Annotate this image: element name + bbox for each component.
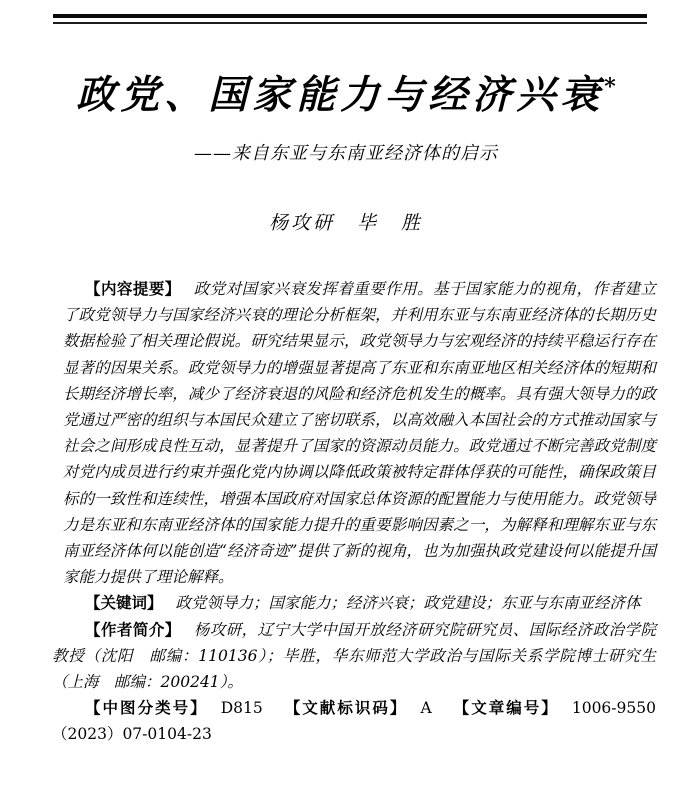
abstract-label: 【内容提要】 <box>85 280 181 298</box>
article-subtitle: ——来自东亚与东南亚经济体的启示 <box>194 143 498 164</box>
doc-code-label: 【文献标识码】 <box>282 699 408 718</box>
abstract-section <box>63 276 656 590</box>
title-row <box>0 64 692 120</box>
front-matter <box>0 276 692 748</box>
abstract-text: 政党对国家兴衰发挥着重要作用。基于国家能力的视角，作者建立了政党领导力与国家经济兴衰的理论分析框架，并利用东亚与东南亚经济体的长期历史数据检验了相关理论假说。研究结果显示，政党领导力与宏观经济的持续平稳运行存在显著的因果关系。政党领导力的增强显著提高了东亚和东南亚地区相关经济体的短期和长期经济增长率，减少了经济衰退的风险和经济危机发生的概率。具有强大领导力的政党通过严密的组织与本国民众建立了密切联系，以高效融入本国社会的方式推动国家与社会之间形成良性互动，显著提升了国家的资源动员能力。政党通过不断完善政党制度对党内成员进行约束并强化党内协调以降低政策被特定群体俘获的可能性，确保政策目标的一致性和连续性，增强本国政府对国家总体资源的配置能力与使用能力。政党领导力是东亚和东南亚经济体的国家能力提升的重要影响因素之一，为解释和理解东亚与东南亚经济体何以能创造“经济奇迹”提供了新的视角，也为加强执政党建设何以能提升国家能力提供了理论解释。 <box>63 280 656 587</box>
author-bio-text: 杨攻研，辽宁大学中国开放经济研究院研究员、国际经济政治学院教授（沈阳 邮编：110136）；毕胜，华东师范大学政治与国际关系学院博士研究生（上海 邮编：200241）。 <box>52 620 656 692</box>
article-no-label: 【文章编号】 <box>451 699 559 718</box>
classification-section <box>52 695 656 747</box>
keywords-label: 【关键词】 <box>85 594 163 613</box>
header-rule-thick <box>53 14 647 18</box>
doc-code-value: A <box>420 699 432 718</box>
clc-value: D815 <box>220 699 263 718</box>
author-bio-section <box>52 617 656 696</box>
keywords-section <box>52 590 656 616</box>
author-bio-label: 【作者简介】 <box>85 620 181 639</box>
article-no-value: 1006-9550（2023）07-0104-23 <box>52 699 656 744</box>
article-title: 政党、国家能力与经济兴衰 <box>76 72 605 118</box>
keywords-text: 政党领导力；国家能力；经济兴衰；政党建设；东亚与东南亚经济体 <box>175 594 641 613</box>
author-names: 杨攻研 毕 胜 <box>268 212 423 234</box>
header-rule-thin <box>53 22 647 24</box>
clc-label: 【中图分类号】 <box>85 699 208 718</box>
title-footnote-asterisk: * <box>604 74 616 100</box>
